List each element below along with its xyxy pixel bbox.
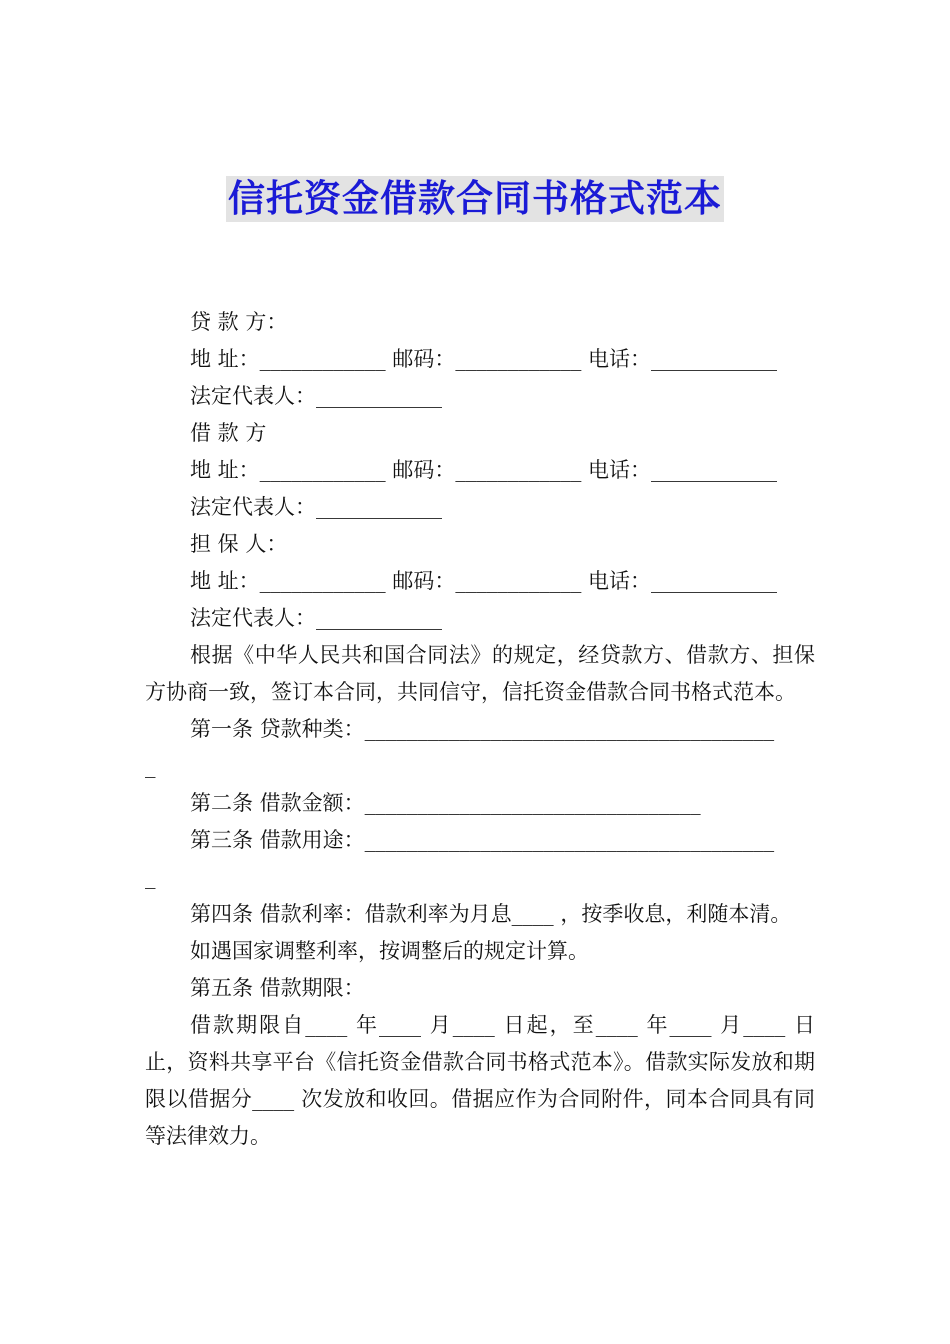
article-5: 第五条 借款期限： [190,976,365,1000]
guarantor-label: 担 保 人： [190,532,288,556]
lender-label: 贷 款 方： [190,310,288,334]
article-3: 第三条 借款用途：_______________________________________ [190,828,775,852]
borrower-address-line: 地 址：____________ 邮码：____________ 电话：____________ [190,458,778,482]
guarantor-address-line: 地 址：____________ 邮码：____________ 电话：____________ [190,569,778,593]
article-5-paragraph: 借款期限自____ 年____ 月____ 日起，至____ 年____ 月____ 日止，资料共享平台《信托资金借款合同书格式范本》。借款实际发放和期限以借据分____ 次发放和收回。借据应作为合同附件，同本合同具有同等法律效力。 [145,1013,815,1148]
article-1-continuation: _ [145,754,156,778]
document-title: 信托资金借款合同书格式范本 [228,177,722,220]
article-2: 第二条 借款金额：________________________________ [190,791,701,815]
article-3-continuation: _ [145,865,156,889]
article-4-continuation: 如遇国家调整利率，按调整后的规定计算。 [190,939,589,963]
document-body [145,304,815,1155]
guarantor-rep-line: 法定代表人：____________ [190,606,442,630]
lender-address-line: 地 址：____________ 邮码：____________ 电话：____________ [190,347,778,371]
borrower-rep-line: 法定代表人：____________ [190,495,442,519]
intro-paragraph: 根据《中华人民共和国合同法》的规定，经贷款方、借款方、担保方协商一致，签订本合同，共同信守，信托资金借款合同书格式范本。 [145,643,815,704]
borrower-label: 借 款 方 [190,421,267,445]
article-4: 第四条 借款利率：借款利率为月息____ ，按季收息，利随本清。 [190,902,792,926]
article-1: 第一条 贷款种类：_______________________________________ [190,717,775,741]
lender-rep-line: 法定代表人：____________ [190,384,442,408]
title-container [0,176,950,222]
